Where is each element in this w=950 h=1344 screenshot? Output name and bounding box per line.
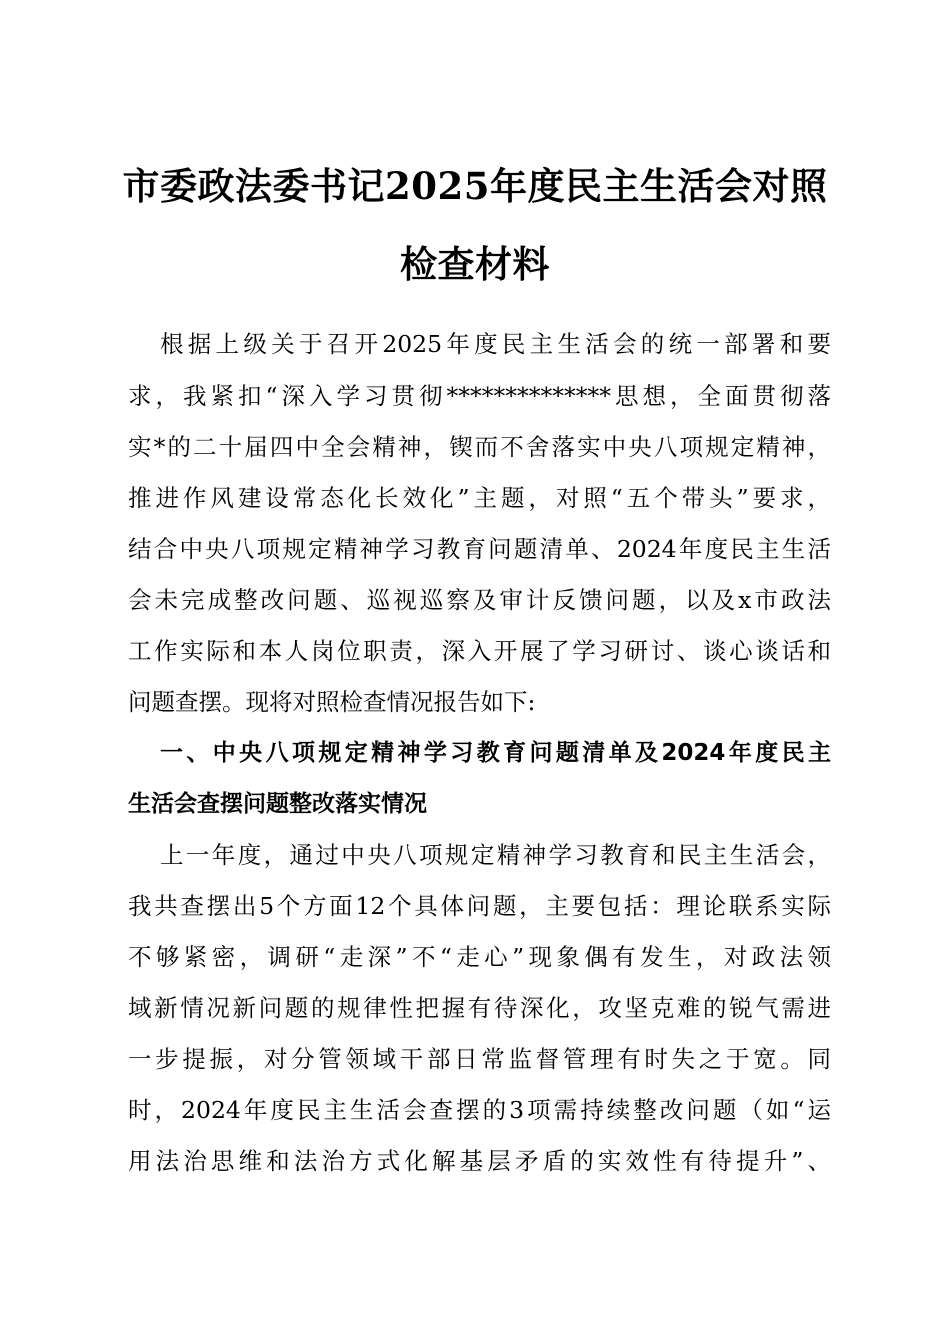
paragraph-2-line: 域新情况新问题的规律性把握有待深化，攻坚克难的锐气需进 (128, 994, 831, 1022)
paragraph-1-line: 问题查摆。现将对照检查情况报告如下: (128, 688, 536, 716)
paragraph-2-line: 上一年度，通过中央八项规定精神学习教育和民主生活会， (160, 841, 831, 869)
section-heading-1-line: 生活会查摆问题整改落实情况 (128, 791, 427, 817)
paragraph-2-line: 一步提振，对分管领域干部日常监督管理有时失之于宽。同 (128, 1045, 831, 1073)
paragraph-1-line: 推进作风建设常态化长效化”主题，对照“五个带头”要求， (128, 484, 831, 512)
document-title-line-1: 市委政法委书记2025年度民主生活会对照 (122, 164, 828, 208)
paragraph-1-line: 会未完成整改问题、巡视巡察及审计反馈问题，以及x市政法 (128, 586, 831, 614)
paragraph-2-line: 不够紧密，调研“走深”不“走心”现象偶有发生，对政法领 (128, 943, 831, 971)
paragraph-2-line: 时，2024年度民主生活会查摆的3项需持续整改问题（如“运 (128, 1096, 831, 1124)
paragraph-1-line: 实*的二十届四中全会精神，锲而不舍落实中央八项规定精神， (128, 433, 831, 461)
paragraph-1-line: 结合中央八项规定精神学习教育问题清单、2024年度民主生活 (128, 535, 831, 563)
paragraph-1-line: 工作实际和本人岗位职责，深入开展了学习研讨、谈心谈话和 (128, 637, 831, 665)
paragraph-1-line: 根据上级关于召开2025年度民主生活会的统一部署和要 (160, 330, 831, 358)
paragraph-2-line: 用法治思维和法治方式化解基层矛盾的实效性有待提升”、 (128, 1147, 831, 1175)
paragraph-1-line: 求，我紧扣“深入学习贯彻**************思想，全面贯彻落 (128, 382, 831, 410)
section-heading-1-line: 一、中央八项规定精神学习教育问题清单及2024年度民主 (160, 740, 831, 766)
paragraph-2-line: 我共查摆出5个方面12个具体问题，主要包括：理论联系实际 (128, 892, 831, 920)
document-title-line-2: 检查材料 (400, 242, 550, 286)
